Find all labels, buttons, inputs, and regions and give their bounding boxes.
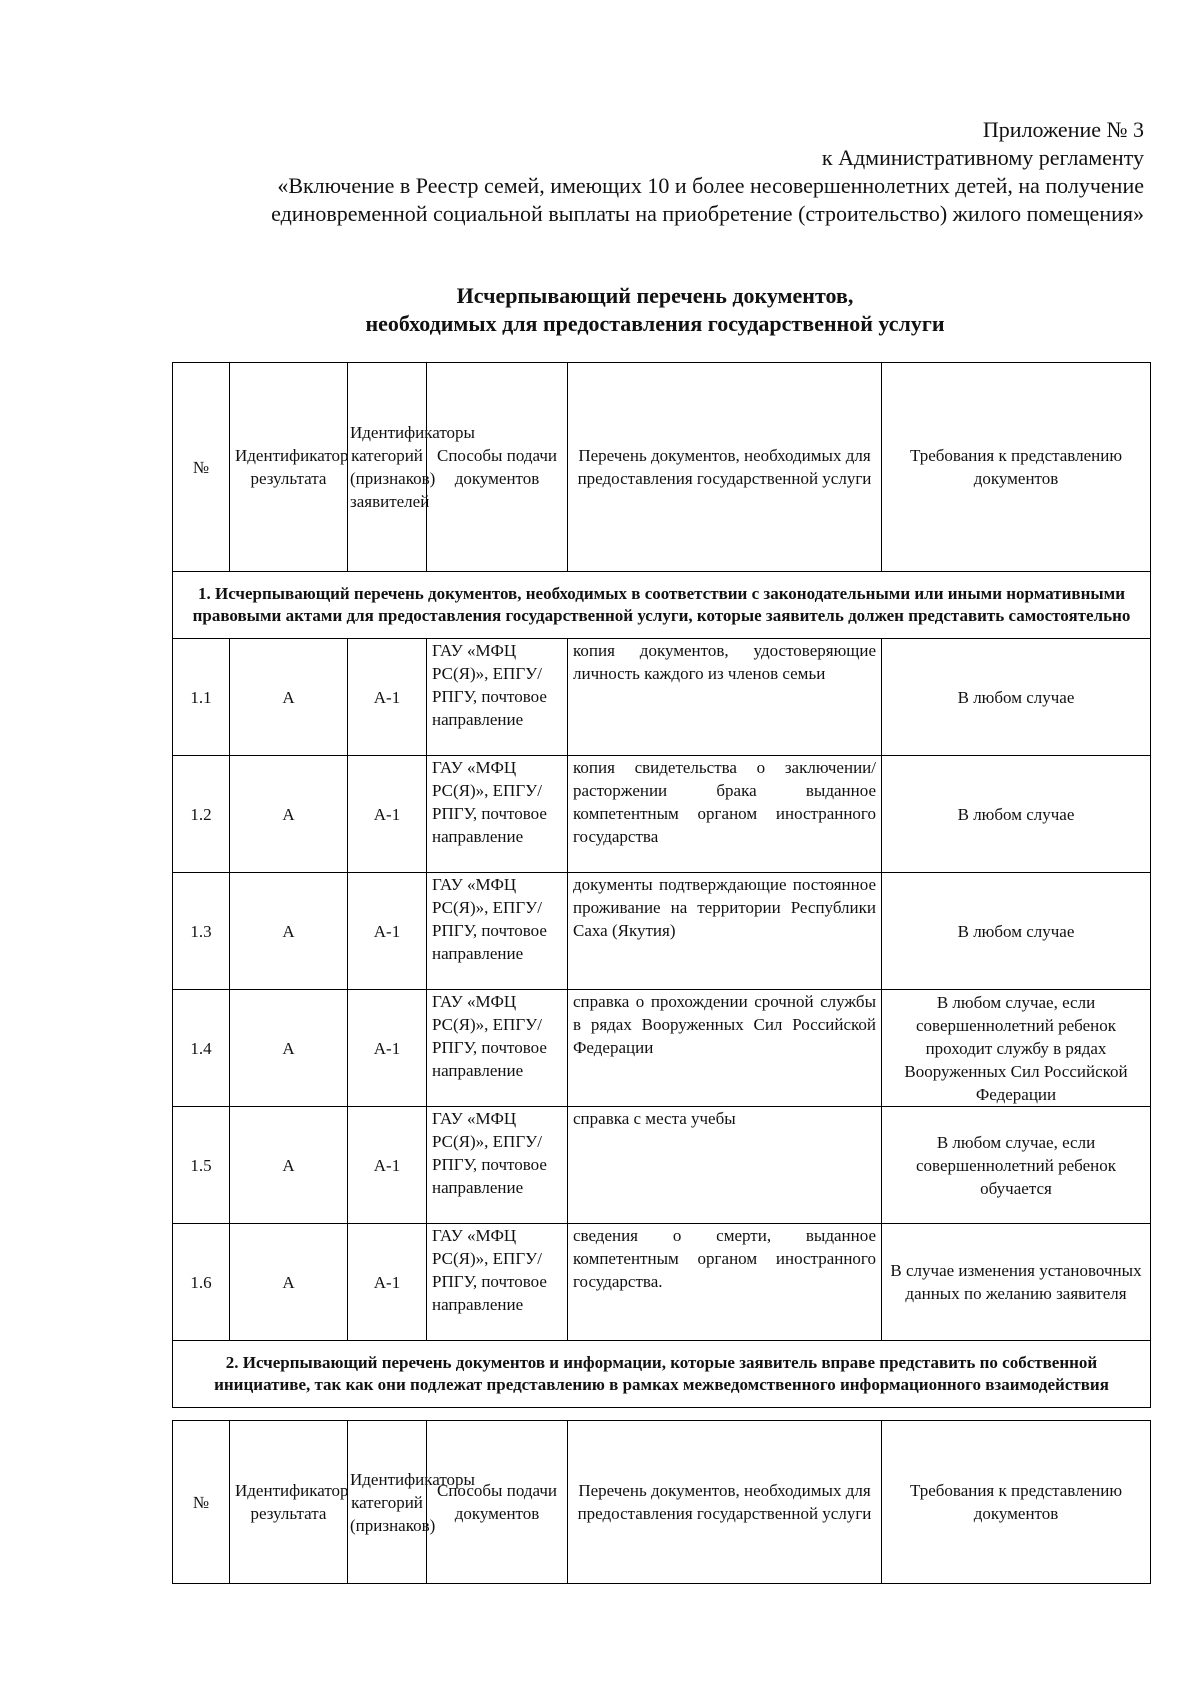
header-requirements: Требования к представлению документов (882, 1421, 1151, 1584)
row-requirements: В случае изменения установочных данных по желанию заявителя (882, 1224, 1151, 1341)
table-row (173, 873, 1151, 990)
header-methods: Способы подачи документов (427, 363, 568, 572)
row-num: 1.2 (173, 756, 230, 873)
documents-table-2 (172, 1420, 1151, 1584)
section-1-row (173, 572, 1151, 639)
header-methods: Способы подачи документов (427, 1421, 568, 1584)
table-row (173, 639, 1151, 756)
table-row (173, 756, 1151, 873)
section-2-row (173, 1341, 1151, 1408)
row-requirements: В любом случае, если совершеннолетний ребенок проходит службу в рядах Вооруженных Сил Российской Федерации (882, 990, 1151, 1107)
document-title (160, 282, 1150, 338)
row-requirements: В любом случае (882, 873, 1151, 990)
row-docs: копия документов, удостоверяющие личность каждого из членов семьи (568, 639, 882, 756)
row-docs: сведения о смерти, выданное компетентным органом иностранного государства. (568, 1224, 882, 1341)
row-methods: ГАУ «МФЦ РС(Я)», ЕПГУ/РПГУ, почтовое направление (427, 639, 568, 756)
table-header-row (173, 363, 1151, 572)
row-requirements: В любом случае (882, 756, 1151, 873)
row-category-id: А-1 (348, 990, 427, 1107)
row-category-id: А-1 (348, 756, 427, 873)
row-result-id: А (230, 1224, 348, 1341)
table-row (173, 1107, 1151, 1224)
row-num: 1.3 (173, 873, 230, 990)
appendix-line: «Включение в Реестр семей, имеющих 10 и более несовершеннолетних детей, на получение (277, 173, 1144, 198)
row-docs: копия свидетельства о заключении/расторжении брака выданное компетентным органом иностранного государства (568, 756, 882, 873)
row-methods: ГАУ «МФЦ РС(Я)», ЕПГУ/РПГУ, почтовое направление (427, 990, 568, 1107)
row-num: 1.5 (173, 1107, 230, 1224)
row-category-id: А-1 (348, 873, 427, 990)
appendix-line: Приложение № 3 (982, 117, 1144, 142)
row-result-id: А (230, 756, 348, 873)
header-docs: Перечень документов, необходимых для предоставления государственной услуги (568, 363, 882, 572)
row-result-id: А (230, 639, 348, 756)
section-1-title: 1. Исчерпывающий перечень документов, необходимых в соответствии с законодательными или иными нормативными правовыми актами для предоставления государственной услуги, которые заявитель должен представить самостоятельно (173, 572, 1151, 639)
row-methods: ГАУ «МФЦ РС(Я)», ЕПГУ/РПГУ, почтовое направление (427, 1107, 568, 1224)
header-num: № (173, 363, 230, 572)
table-header-row-2 (173, 1421, 1151, 1584)
row-num: 1.1 (173, 639, 230, 756)
row-category-id: А-1 (348, 1107, 427, 1224)
appendix-line: единовременной социальной выплаты на приобретение (строительство) жилого помещения» (271, 201, 1144, 226)
row-category-id: А-1 (348, 1224, 427, 1341)
row-num: 1.4 (173, 990, 230, 1107)
table-row (173, 990, 1151, 1107)
header-category-id: Идентификаторы категорий (признаков) (348, 1421, 427, 1584)
section-2-title: 2. Исчерпывающий перечень документов и информации, которые заявитель вправе представить по собственной инициативе, так как они подлежат представлению в рамках межведомственного информационного взаимодействия (173, 1341, 1151, 1408)
appendix-line: к Административному регламенту (821, 145, 1144, 170)
row-methods: ГАУ «МФЦ РС(Я)», ЕПГУ/РПГУ, почтовое направление (427, 756, 568, 873)
title-line-1: Исчерпывающий перечень документов, (456, 283, 854, 308)
header-requirements: Требования к представлению документов (882, 363, 1151, 572)
table-row (173, 1224, 1151, 1341)
appendix-header (144, 116, 1144, 228)
header-docs: Перечень документов, необходимых для предоставления государственной услуги (568, 1421, 882, 1584)
documents-table (172, 362, 1151, 1408)
row-docs: справка о прохождении срочной службы в рядах Вооруженных Сил Российской Федерации (568, 990, 882, 1107)
row-result-id: А (230, 1107, 348, 1224)
header-result-id: Идентификатор результата (230, 363, 348, 572)
row-methods: ГАУ «МФЦ РС(Я)», ЕПГУ/РПГУ, почтовое направление (427, 1224, 568, 1341)
row-category-id: А-1 (348, 639, 427, 756)
row-docs: документы подтверждающие постоянное проживание на территории Республики Саха (Якутия) (568, 873, 882, 990)
row-requirements: В любом случае (882, 639, 1151, 756)
header-num: № (173, 1421, 230, 1584)
row-num: 1.6 (173, 1224, 230, 1341)
row-result-id: А (230, 873, 348, 990)
header-category-id: Идентификаторы категорий (признаков) заявителей (348, 363, 427, 572)
row-result-id: А (230, 990, 348, 1107)
row-requirements: В любом случае, если совершеннолетний ребенок обучается (882, 1107, 1151, 1224)
header-result-id: Идентификатор результата (230, 1421, 348, 1584)
row-methods: ГАУ «МФЦ РС(Я)», ЕПГУ/РПГУ, почтовое направление (427, 873, 568, 990)
row-docs: справка с места учебы (568, 1107, 882, 1224)
title-line-2: необходимых для предоставления государственной услуги (365, 311, 945, 336)
